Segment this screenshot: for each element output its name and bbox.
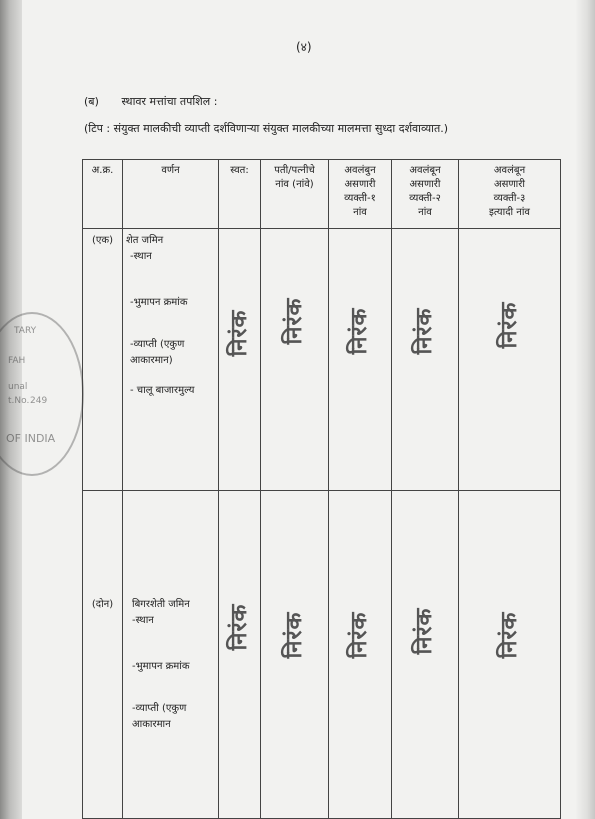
row-serial: (एक) (83, 229, 123, 491)
section-title: स्थावर मत्तांचा तपशिल : (121, 95, 218, 108)
cell-dependent-1 (329, 229, 392, 491)
cell-dependent-3 (459, 491, 561, 819)
header-dependent-1 (329, 160, 392, 229)
header-self: स्वत: (219, 160, 261, 229)
header-line: अवलंबुन (344, 165, 376, 176)
header-dependent-2 (392, 160, 459, 229)
nil-mark: निरंक (281, 297, 307, 345)
section-label: (ब) (84, 95, 99, 108)
description-line: -व्याप्ती (एकुण (130, 339, 185, 350)
header-line: नांव (नांवे) (275, 179, 314, 190)
stamp-text-6: OF INDIA (6, 432, 56, 445)
table-header-row (83, 160, 561, 229)
nil-mark: निरंक (412, 607, 437, 655)
header-line: असणारी (344, 179, 376, 190)
section-heading (84, 94, 217, 109)
row-description (123, 491, 219, 819)
header-line: अवलंबून (493, 165, 526, 176)
header-line: व्यक्ती-२ (409, 193, 441, 204)
nil-mark: निरंक (281, 611, 307, 659)
description-line: आकारमान) (130, 355, 173, 366)
stamp-text-3: unal (8, 382, 28, 392)
header-line: असणारी (409, 179, 441, 190)
nil-mark: निरंक (226, 603, 252, 651)
header-line: व्यक्ती-१ (344, 193, 376, 204)
description-line: -स्थान (132, 615, 154, 626)
description-line: -भुमापन क्रमांक (132, 661, 190, 672)
cell-spouse (261, 491, 329, 819)
cell-self (219, 491, 261, 819)
header-line: पती/पत्नीचे (274, 165, 315, 176)
cell-self (219, 229, 261, 491)
table-row (83, 229, 561, 491)
description-line: - चालू बाजारमुल्य (130, 385, 195, 396)
description-line: -स्थान (130, 251, 152, 262)
nil-mark: निरंक (347, 307, 372, 355)
description-line: -भुमापन क्रमांक (130, 297, 188, 308)
immovable-assets-table (82, 159, 561, 819)
notary-stamp (0, 312, 84, 476)
header-line: नांव (353, 207, 367, 218)
row-serial: (दोन) (83, 491, 123, 819)
description-line: आकारमान (132, 719, 171, 730)
nil-mark: निरंक (496, 301, 522, 349)
description-line: -व्याप्ती (एकुण (132, 703, 187, 714)
header-line: अवलंबून (409, 165, 441, 176)
header-description: वर्णन (123, 160, 219, 229)
header-line: असणारी (494, 179, 525, 190)
stamp-text-1: TARY (14, 326, 37, 336)
stamp-text-5: 249 (30, 396, 48, 406)
header-spouse (261, 160, 329, 229)
header-serial: अ.क्र. (83, 160, 123, 229)
header-line: इत्यादी नांव (489, 207, 530, 218)
nil-mark: निरंक (226, 309, 252, 357)
cell-dependent-3 (459, 229, 561, 491)
section-note: (टिप : संयुक्त मालकीची व्याप्ती दर्शविणाऱ्या संयुक्त मालकीच्या मालमत्ता सुध्दा दर्शवाव्यात.) (84, 122, 449, 135)
cell-dependent-1 (329, 491, 392, 819)
page-number: (४) (296, 40, 312, 54)
row-description (123, 229, 219, 491)
cell-dependent-2 (392, 229, 459, 491)
cell-spouse (261, 229, 329, 491)
description-line: बिगरशेती जमिन (132, 599, 190, 610)
header-line: व्यक्ती-३ (493, 193, 526, 204)
page-fold-shadow (575, 0, 595, 819)
nil-mark: निरंक (347, 611, 372, 659)
description-line: शेत जमिन (126, 235, 164, 246)
stamp-text-4: t.No. (8, 396, 30, 406)
header-dependent-3 (459, 160, 561, 229)
cell-dependent-2 (392, 491, 459, 819)
table-row (83, 491, 561, 819)
header-line: नांव (418, 207, 432, 218)
stamp-text-2: FAH (8, 356, 26, 366)
nil-mark: निरंक (496, 611, 522, 659)
nil-mark: निरंक (412, 307, 437, 355)
